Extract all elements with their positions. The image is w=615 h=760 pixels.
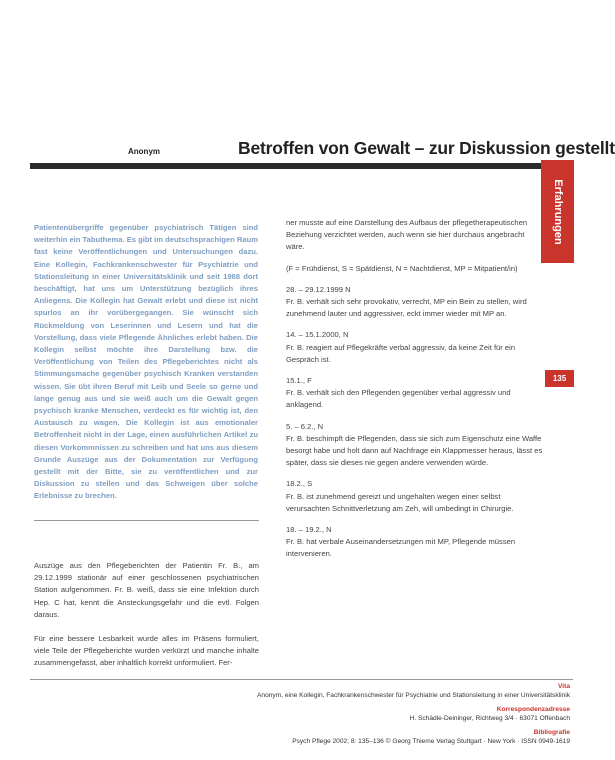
page-number: 135	[545, 370, 574, 387]
continuation-paragraph	[286, 217, 543, 254]
author-label: Anonym	[128, 147, 160, 156]
intro-paragraph: Auszüge aus den Pflegeberichten der Patientin Fr. B., am 29.12.1999 stationär auf einer geschlossenen psychiatrischen Station aufgenommen. Fr. B. weiß, dass sie eine Infektion durch Hep. C hat, kennt die Ansteckungsgefahr und die evtl. Folgen daraus.	[34, 561, 259, 619]
footer-contact-text: H. Schädle-Deininger, Richtweg 3/4 · 63071 Offenbach	[409, 715, 570, 722]
legend-paragraph	[286, 263, 543, 275]
footer-biblio-label	[534, 728, 570, 737]
footer-biblio-text: Psych Pflege 2002; 8: 135–136 © Georg Thieme Verlag Stuttgart · New York · ISSN 0949-1619	[292, 738, 570, 745]
abstract	[34, 222, 258, 503]
entry-date: 18. – 19.2., N	[286, 525, 332, 535]
entry-text: Fr. B. beschimpft die Pflegenden, dass sie sich zum Eigenschutz eine Waffe besorgt habe und holt dann auf Nachfrage ein Klappmesser heraus, lässt es später, dass sie dieses nie gegen andere verwenden würde.	[286, 433, 543, 468]
report-entry	[286, 478, 543, 515]
intro-paragraph: Für eine bessere Lesbarkeit wurde alles im Präsens formuliert, viele Teile der Pflegeberichte wurden verkürzt und manche inhalte zusammengefasst, aber inhaltlich korrekt unformuliert. Fer-	[34, 634, 259, 668]
entry-date: 28. – 29.12.1999 N	[286, 284, 351, 294]
column-divider	[34, 520, 259, 521]
legend-text: (F = Frühdienst, S = Spätdienst, N = Nachtdienst, MP = Mitpatient/in)	[286, 263, 518, 273]
footer-contact-label	[497, 705, 570, 714]
abstract-text: Patientenübergriffe gegenüber psychiatrisch Tätigen sind weiterhin ein Tabuthema. Es gibt im deutschsprachigen Raum fast keine Veröffentlichungen und Untersuchungen dazu. Eine Kollegin, Fachkrankenschwester für Psychiatrie und Stationsleitung in einer Universitätsklinik und seit 1988 dort beschäftigt, hat uns um Unterstützung bezüglich ihres Anliegens. Die Kollegin hat Gewalt erlebt und diese ist nicht spurlos an ihr vorübergegangen. Sie wünscht sich Rückmeldung von Leserinnen und Lesern und hat die Vorstellung, dass viele Pflegende Ähnliches erlebt haben. Die Kollegin selbst möchte ihre Darstellung bzw. die Veröffentlichung von Teilen des Pflegeberichtes nicht als Stimmungsmache gegenüber psychisch Kranken verstanden wissen. Sie übt ihren Beruf mit Leib und Seele so gerne und lange genug aus und sie weiß auch um die Gewalt gegen psychisch kranke Menschen, verdeckt es für wichtig ist, den Austausch zu wagen. Die Kollegin ist aus emotionaler Betroffenheit nicht in der Lage, einen ausführlichen Artikel zu diesen Vorkommnissen zu schreiben und hat uns aus diesem Grunde Auszüge aus der Dokumentation zur Verfügung gestellt mit der Bitte, sie zu veröffentlichen und zur Diskussion zu stellen und das Schweigen über solche Erlebnisse zu brechen.	[34, 223, 258, 501]
article-title: Betroffen von Gewalt – zur Diskussion gestellt	[238, 138, 615, 158]
footer-vita-label	[558, 682, 570, 691]
entry-date: 5. – 6.2., N	[286, 421, 324, 431]
report-entry	[286, 284, 543, 321]
continuation-text: ner musste auf eine Darstellung des Aufbaus der pflegetherapeutischen Beziehung verzichtet werden, auch wenn sie hier durchaus angebracht wäre.	[286, 218, 528, 252]
footer-vita-text: Anonym, eine Kollegin, Fachkrankenschwester für Psychiatrie und Stationsleitung in einer Universitätsklinik	[257, 692, 570, 699]
intro-text	[34, 560, 259, 670]
vita-label: Vita	[558, 683, 570, 690]
header-rule	[30, 163, 543, 169]
entry-text: Fr. B. reagiert auf Pflegekräfte verbal aggressiv, da keine Zeit für ein Gespräch ist.	[286, 342, 516, 364]
footer-rule	[30, 679, 573, 680]
report-entry	[286, 375, 543, 412]
report-entry	[286, 329, 543, 366]
entry-text: Fr. B. verhält sich den Pflegenden gegenüber verbal aggressiv und anklagend.	[286, 388, 511, 410]
entry-date: 15.1., F	[286, 376, 312, 386]
report-entry	[286, 524, 543, 561]
entry-text: Fr. B. hat verbale Auseinandersetzungen mit MP, Pflegende müssen intervenieren.	[286, 537, 516, 559]
section-tab	[541, 160, 574, 263]
biblio-label: Bibliografie	[533, 729, 570, 736]
report-entry	[286, 421, 543, 470]
entry-text: Fr. B. ist zunehmend gereizt und ungehalten wegen einer selbst verursachten Schnittverletzung am Zeh, will umbedingt in Chirurgie.	[286, 491, 514, 513]
entry-date: 14. – 15.1.2000, N	[286, 330, 349, 340]
entry-date: 18.2., S	[286, 479, 313, 489]
contact-label: Korrespondenzadresse	[496, 706, 570, 713]
section-tab-label: Erfahrungen	[551, 178, 564, 245]
report-column	[286, 217, 543, 561]
entry-text: Fr. B. verhält sich sehr provokativ, verrecht, MP ein Bein zu stellen, wird zunehmend lauter und aggressiver, eckt immer wieder mit MP an.	[286, 297, 527, 319]
